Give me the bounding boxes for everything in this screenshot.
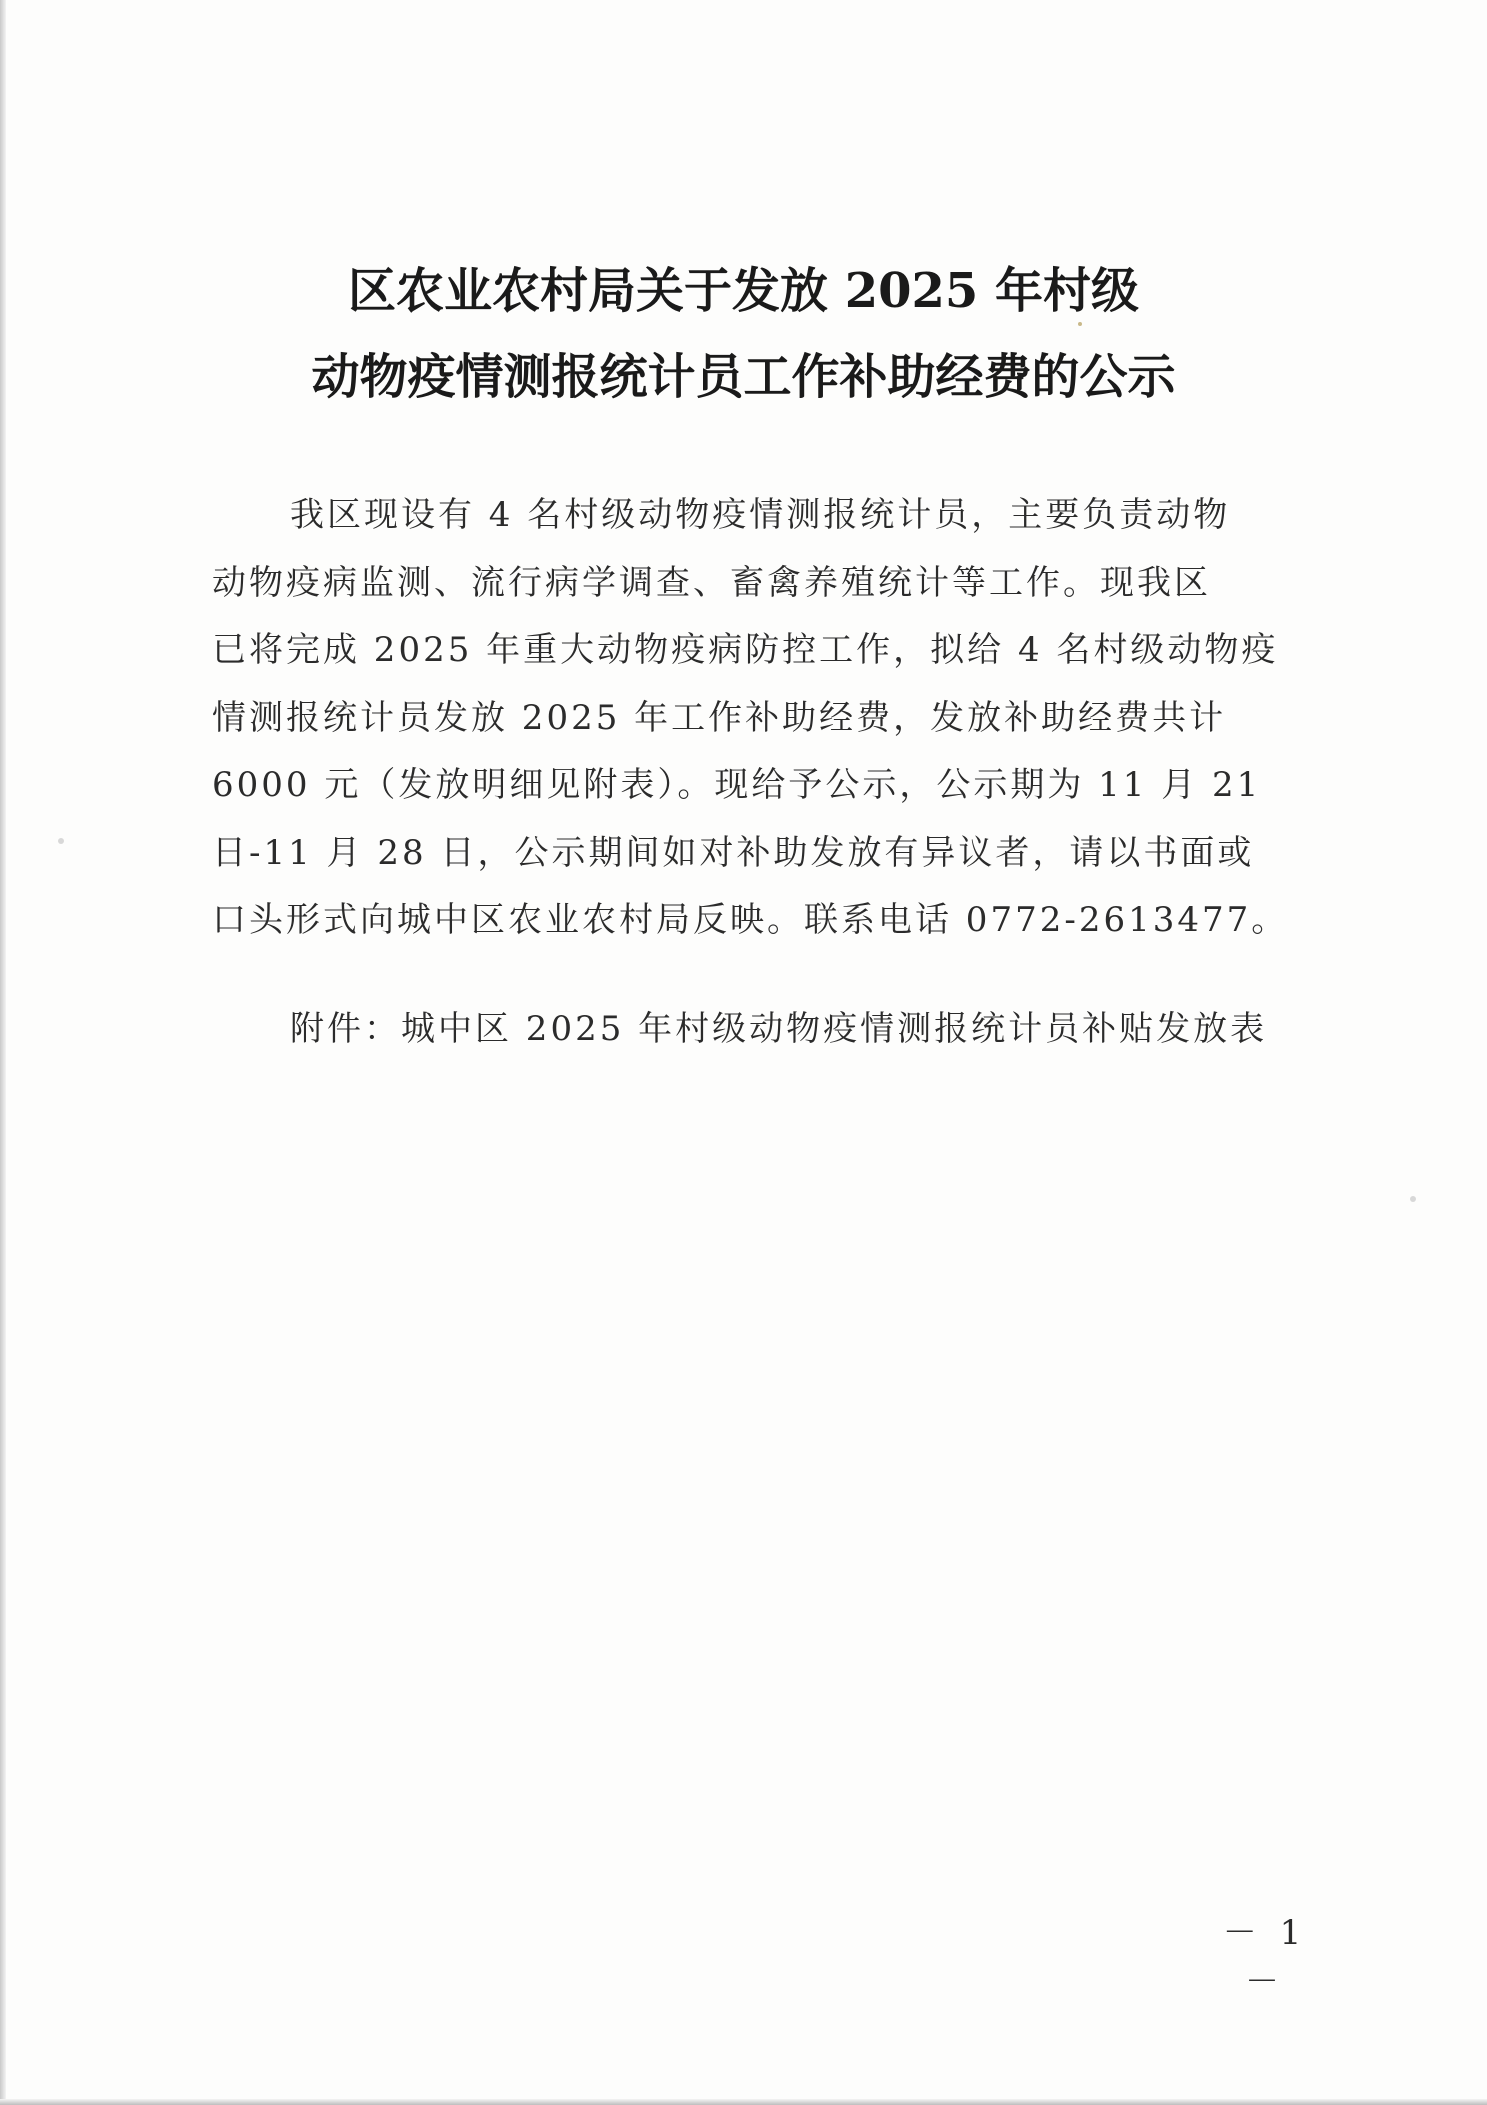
body-line-7: 口头形式向城中区农业农村局反映。联系电话 0772-2613477。 bbox=[212, 900, 1289, 940]
scan-speck bbox=[1410, 1196, 1416, 1202]
page-number: － 1 － bbox=[1222, 1913, 1308, 2002]
scan-speck bbox=[1078, 322, 1082, 326]
attachment-note: 附件：城中区 2025 年村级动物疫情测报统计员补贴发放表 bbox=[290, 1009, 1268, 1049]
scan-edge-bottom bbox=[0, 2099, 1487, 2105]
title-line-1: 区农业农村局关于发放 2025 年村级 bbox=[347, 263, 1140, 319]
document-title bbox=[150, 248, 1337, 420]
body-line-2: 动物疫病监测、流行病学调查、畜禽养殖统计等工作。现我区 bbox=[212, 562, 1211, 603]
body-line-4: 情测报统计员发放 2025 年工作补助经费，发放补助经费共计 bbox=[212, 697, 1227, 738]
body-line-6: 日-11 月 28 日，公示期间如对补助发放有异议者，请以书面或 bbox=[212, 832, 1255, 873]
title-line-2: 动物疫情测报统计员工作补助经费的公示 bbox=[311, 349, 1176, 405]
document-body bbox=[212, 482, 1307, 955]
scan-speck bbox=[58, 838, 64, 844]
body-line-5: 6000 元（发放明细见附表）。现给予公示，公示期为 11 月 21 bbox=[212, 765, 1262, 805]
body-line-3: 已将完成 2025 年重大动物疫病防控工作，拟给 4 名村级动物疫 bbox=[212, 630, 1279, 670]
body-line-1: 我区现设有 4 名村级动物疫情测报统计员，主要负责动物 bbox=[290, 495, 1231, 535]
scan-edge-left bbox=[0, 0, 6, 2105]
